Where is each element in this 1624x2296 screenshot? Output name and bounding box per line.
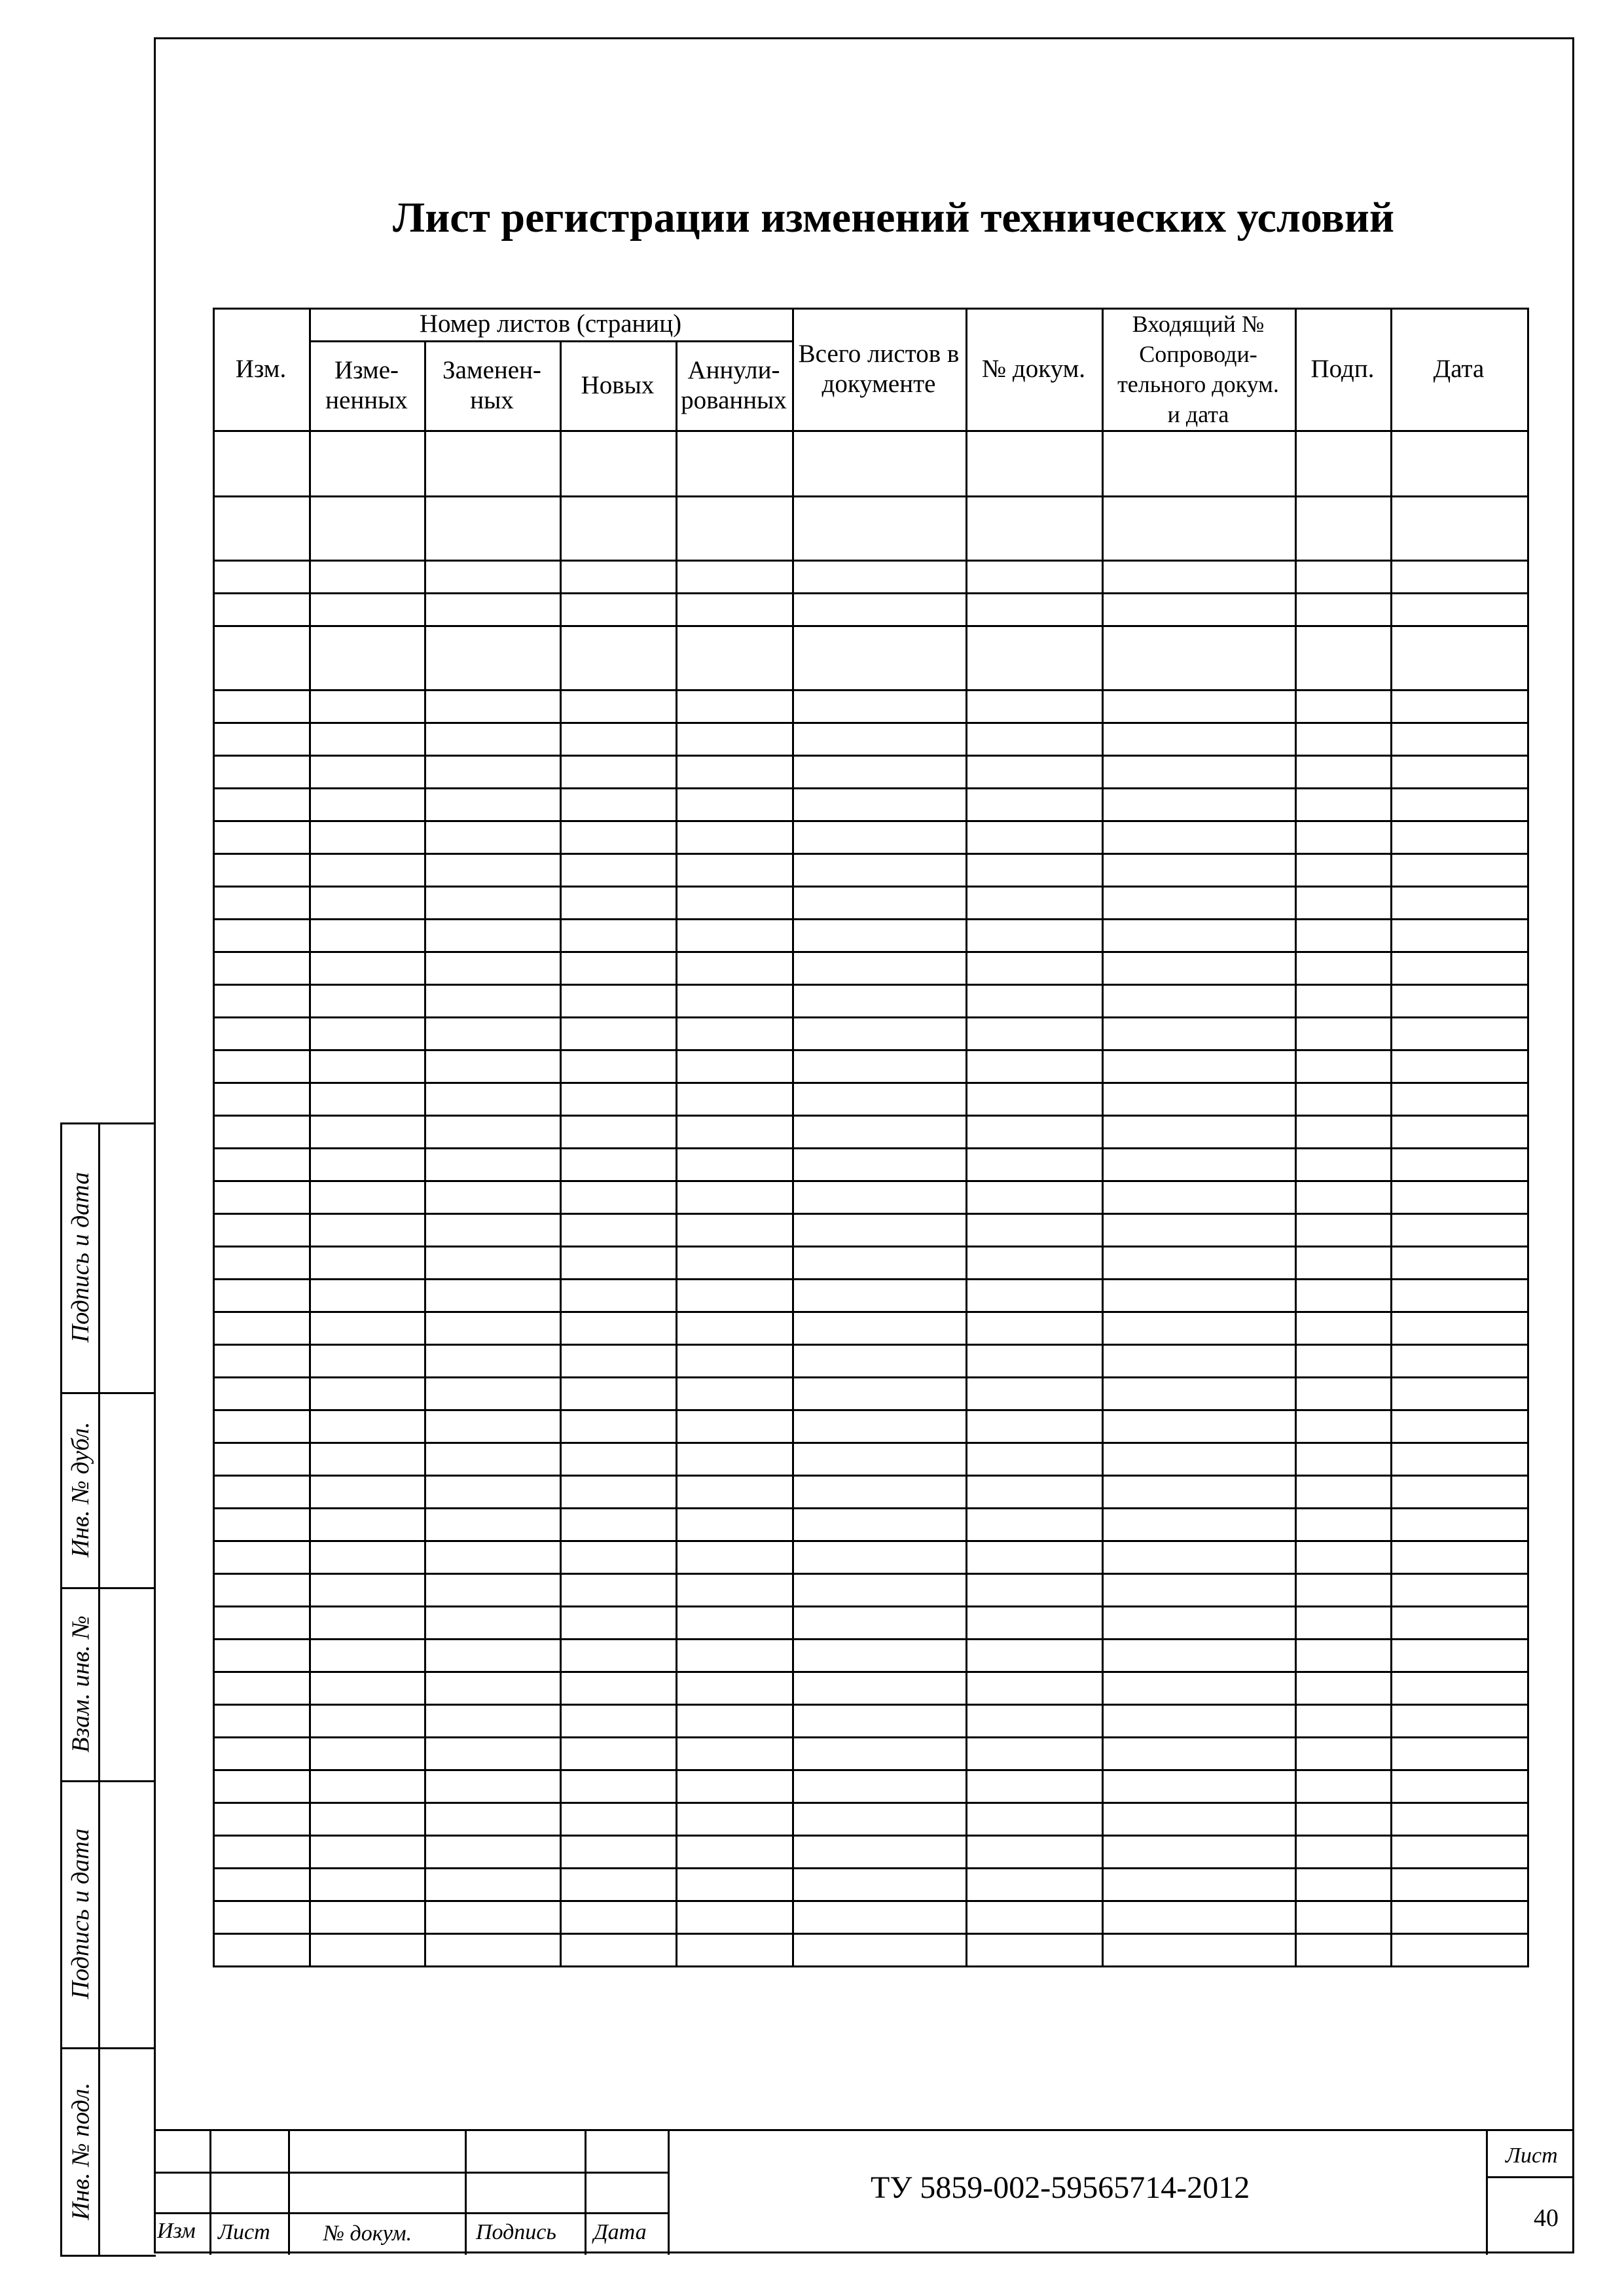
group-header-sheet-numbers: Номер листов (страниц) (419, 310, 682, 338)
column-header-line: Заменен- (442, 355, 541, 384)
side-strip-label: Инв. № дубл. (67, 1422, 94, 1558)
column-header-podp (1295, 308, 1390, 430)
column-header-annulirovannyh (676, 340, 792, 430)
table-row (213, 1540, 1527, 1573)
table-row (213, 1475, 1527, 1507)
side-strip-label: Подпись и дата (67, 1172, 94, 1343)
page-title: Лист регистрации изменений технических условий (393, 194, 1394, 242)
table-row (213, 1147, 1527, 1180)
column-header-izmenennyh (309, 340, 424, 430)
table-row (213, 1278, 1527, 1311)
stamp-label-izm: Изм (157, 2219, 196, 2243)
table-row (213, 1736, 1527, 1769)
table-row (213, 1867, 1527, 1900)
table-row (213, 755, 1527, 787)
table-row (213, 1933, 1527, 1965)
side-strip-label: Подпись и дата (67, 1828, 94, 2000)
table-row (213, 1180, 1527, 1213)
table-row (213, 1605, 1527, 1638)
table-row (213, 625, 1527, 689)
column-header-data (1390, 308, 1527, 430)
table-row (213, 1802, 1527, 1835)
column-header-line: Дата (1433, 354, 1485, 383)
side-strip-inner-line (98, 1122, 100, 2257)
table-row (213, 886, 1527, 918)
column-header-zamenennyh (424, 340, 560, 430)
column-header-vsego (792, 308, 965, 430)
column-header-line: и дата (1167, 401, 1229, 427)
table-row (213, 1900, 1527, 1933)
column-header-line: Изм. (235, 354, 287, 383)
table-row (213, 1082, 1527, 1115)
column-header-line: № докум. (981, 354, 1086, 383)
table-row (213, 1507, 1527, 1540)
document-designation: ТУ 5859-002-59565714-2012 (871, 2170, 1250, 2205)
title-block-column-line (209, 2129, 211, 2255)
table-row (213, 1835, 1527, 1867)
column-header-izm (213, 308, 309, 430)
stamp-label-podpis: Подпись (476, 2220, 556, 2244)
table-row (213, 560, 1527, 592)
table-row-line (213, 1965, 1529, 1967)
sheet-number: 40 (1534, 2204, 1559, 2232)
side-strip-label: Взам. инв. № (67, 1615, 94, 1753)
table-row (213, 1573, 1527, 1605)
table-row (213, 722, 1527, 755)
sheet-label: Лист (1506, 2144, 1558, 2168)
column-header-line: рованных (681, 386, 787, 414)
table-row (213, 1213, 1527, 1246)
column-header-line: Сопроводи- (1139, 340, 1257, 367)
title-block-column-line (465, 2129, 467, 2255)
table-row (213, 1704, 1527, 1736)
table-row (213, 1769, 1527, 1802)
table-row (213, 1115, 1527, 1147)
table-row (213, 820, 1527, 853)
side-strip-outer-line (60, 1122, 62, 2257)
column-header-line: ненных (325, 386, 408, 414)
table-row (213, 1311, 1527, 1344)
table-row (213, 1409, 1527, 1442)
column-header-line: документе (821, 369, 936, 398)
table-column-line (1527, 308, 1529, 1967)
table-row (213, 1638, 1527, 1671)
table-row (213, 689, 1527, 722)
sheet-box-divider (1486, 2176, 1574, 2178)
table-row (213, 1016, 1527, 1049)
table-row (213, 1442, 1527, 1475)
column-header-novyh (560, 340, 676, 430)
table-row (213, 430, 1527, 495)
column-header-line: Подп. (1310, 354, 1375, 383)
title-block-column-line (585, 2129, 586, 2255)
table-row (213, 1344, 1527, 1376)
table-row (213, 984, 1527, 1016)
title-block-column-line (288, 2129, 290, 2255)
table-row (213, 495, 1527, 560)
column-header-line: Всего листов в (798, 339, 960, 368)
title-block-top-line (154, 2129, 1574, 2131)
table-row (213, 951, 1527, 984)
table-row (213, 592, 1527, 625)
title-block-row-line (154, 2212, 668, 2214)
table-row (213, 1376, 1527, 1409)
title-block-column-line (668, 2129, 670, 2255)
column-header-line: ных (470, 386, 514, 414)
table-row (213, 787, 1527, 820)
stamp-label-nom-dokum: № докум. (323, 2221, 412, 2246)
table-row (213, 918, 1527, 951)
table-row (213, 853, 1527, 886)
table-row (213, 1671, 1527, 1704)
table-row (213, 1049, 1527, 1082)
column-header-vhodyashchiy (1102, 308, 1295, 430)
column-header-nom_dokum (965, 308, 1102, 430)
column-header-line: Аннули- (687, 355, 780, 384)
column-header-line: Изме- (334, 355, 399, 384)
column-header-line: Входящий № (1132, 310, 1265, 337)
side-strip-label: Инв. № подл. (67, 2082, 94, 2220)
column-header-line: Новых (581, 370, 655, 399)
title-block-row-line (154, 2172, 668, 2174)
stamp-label-data: Дата (594, 2220, 647, 2244)
table-row (213, 1246, 1527, 1278)
stamp-label-list: Лист (218, 2220, 270, 2244)
sheet-box-line (1486, 2129, 1488, 2255)
column-header-line: тельного докум. (1117, 370, 1279, 397)
